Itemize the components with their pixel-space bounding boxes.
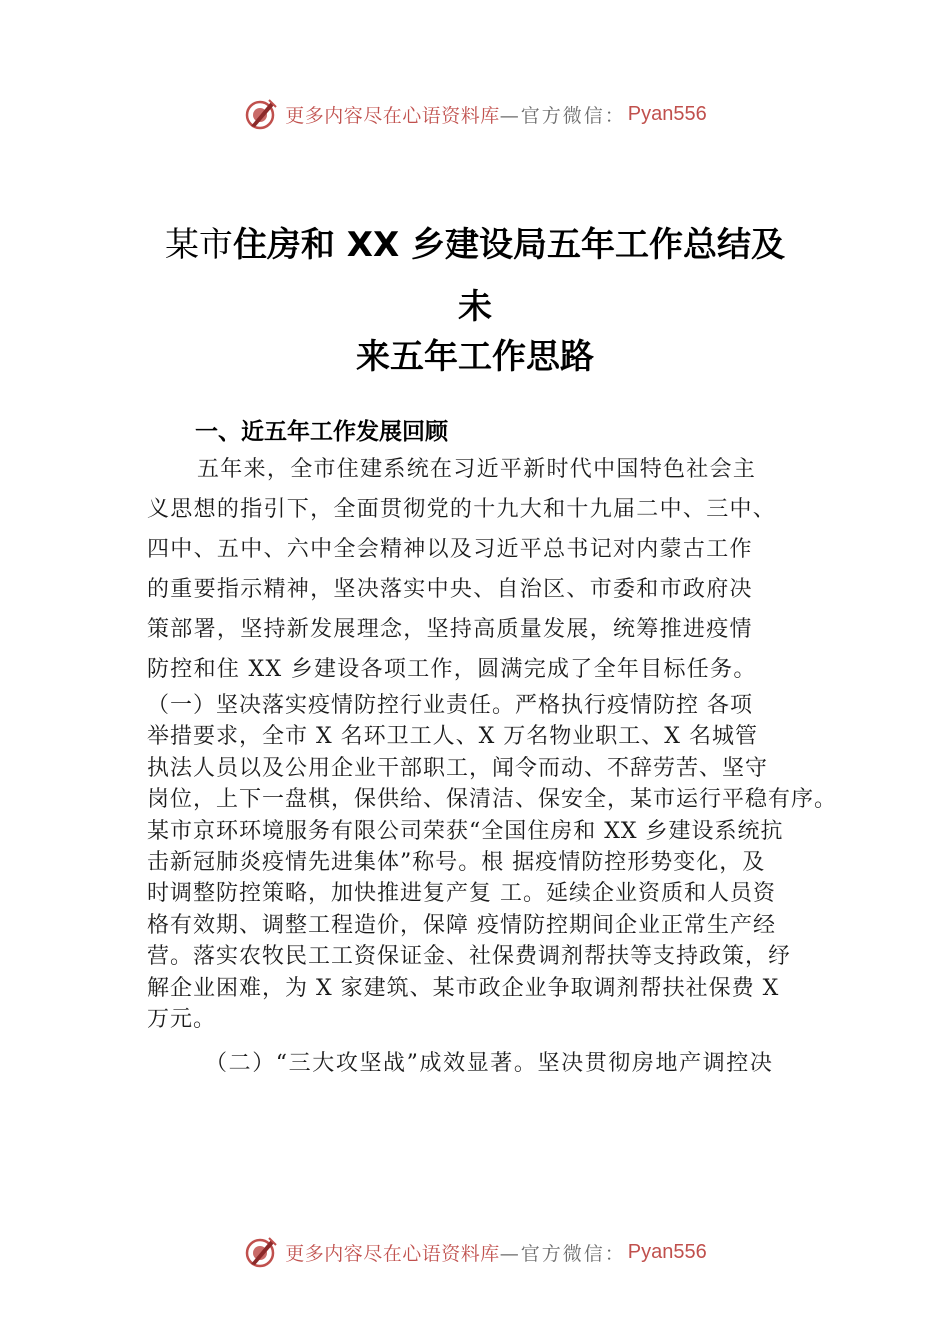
paragraph-line: 万元。 bbox=[147, 1006, 217, 1032]
paragraph-line: 解企业困难，为 X 家建筑、某市政企业争取调剂帮扶社保费 X bbox=[147, 975, 780, 1001]
paragraph-line: 举措要求，全市 X 名环卫工人、X 万名物业职工、X 名城管 bbox=[147, 724, 758, 750]
item2-paragraph: （二）“三大攻坚战”成效显著。坚决贯彻房地产调控决 bbox=[205, 1051, 774, 1076]
footer-banner bbox=[0, 1232, 950, 1272]
title-prefix: 某市 bbox=[164, 225, 233, 265]
paragraph-line: 岗位，上下一盘棋，保供给、保清洁、保安全，某市运行平稳有序。 bbox=[147, 787, 838, 813]
quill-seal-icon bbox=[243, 96, 279, 132]
paragraph-line: （一）坚决落实疫情防控行业责任。严格执行疫情防控 各项 bbox=[147, 693, 753, 718]
banner-text-library: 更多内容尽在心语资料库 bbox=[285, 104, 500, 127]
banner-text-wechat: —官方微信： bbox=[499, 1242, 626, 1265]
document-title-line3: 来五年工作思路 bbox=[356, 337, 594, 377]
section-heading: 一、近五年工作发展回顾 bbox=[195, 419, 448, 445]
banner-text-library: 更多内容尽在心语资料库 bbox=[285, 1242, 500, 1265]
paragraph-line: 某市京环环境服务有限公司荣获“全国住房和 XX 乡建设系统抗 bbox=[147, 818, 784, 844]
paragraph-line: 时调整防控策略，加快推进复产复 工。延续企业资质和人员资 bbox=[147, 881, 776, 907]
paragraph-line: 义思想的指引下，全面贯彻党的十九大和十九届二中、三中、 bbox=[147, 497, 777, 522]
header-banner bbox=[0, 94, 950, 134]
banner-text-id: Pyan556 bbox=[627, 102, 707, 125]
paragraph-line: 策部署，坚持新发展理念，坚持高质量发展，统筹推进疫情 bbox=[147, 617, 753, 642]
paragraph-line: 击新冠肺炎疫情先进集体”称号。根 据疫情防控形势变化，及 bbox=[147, 849, 766, 875]
banner-text-id: Pyan556 bbox=[627, 1240, 707, 1263]
paragraph-line: 的重要指示精神，坚决落实中央、自治区、市委和市政府决 bbox=[147, 577, 753, 602]
banner-text-wechat: —官方微信： bbox=[499, 104, 626, 127]
paragraph-line: 营。落实农牧民工工资保证金、社保费调剂帮扶等支持政策，纾 bbox=[147, 944, 792, 970]
paragraph-line: 四中、五中、六中全会精神以及习近平总书记对内蒙古工作 bbox=[147, 537, 753, 562]
paragraph-line: 五年来，全市住建系统在习近平新时代中国特色社会主 bbox=[197, 457, 757, 482]
paragraph-line: 防控和住 XX 乡建设各项工作，圆满完成了全年目标任务。 bbox=[147, 657, 757, 682]
document-title-line1 bbox=[0, 225, 950, 265]
paragraph-line: 格有效期、调整工程造价，保障 疫情防控期间企业正常生产经 bbox=[147, 912, 776, 938]
item1-paragraph bbox=[147, 690, 847, 1035]
intro-paragraph bbox=[147, 450, 807, 690]
title-main: 住房和 XX 乡建设局五年工作总结及 bbox=[232, 225, 786, 265]
paragraph-line: 执法人员以及公用企业干部职工，闻令而动、不辞劳苦、坚守 bbox=[147, 755, 769, 781]
document-title-line2: 未 bbox=[458, 287, 492, 327]
quill-seal-icon bbox=[243, 1234, 279, 1270]
